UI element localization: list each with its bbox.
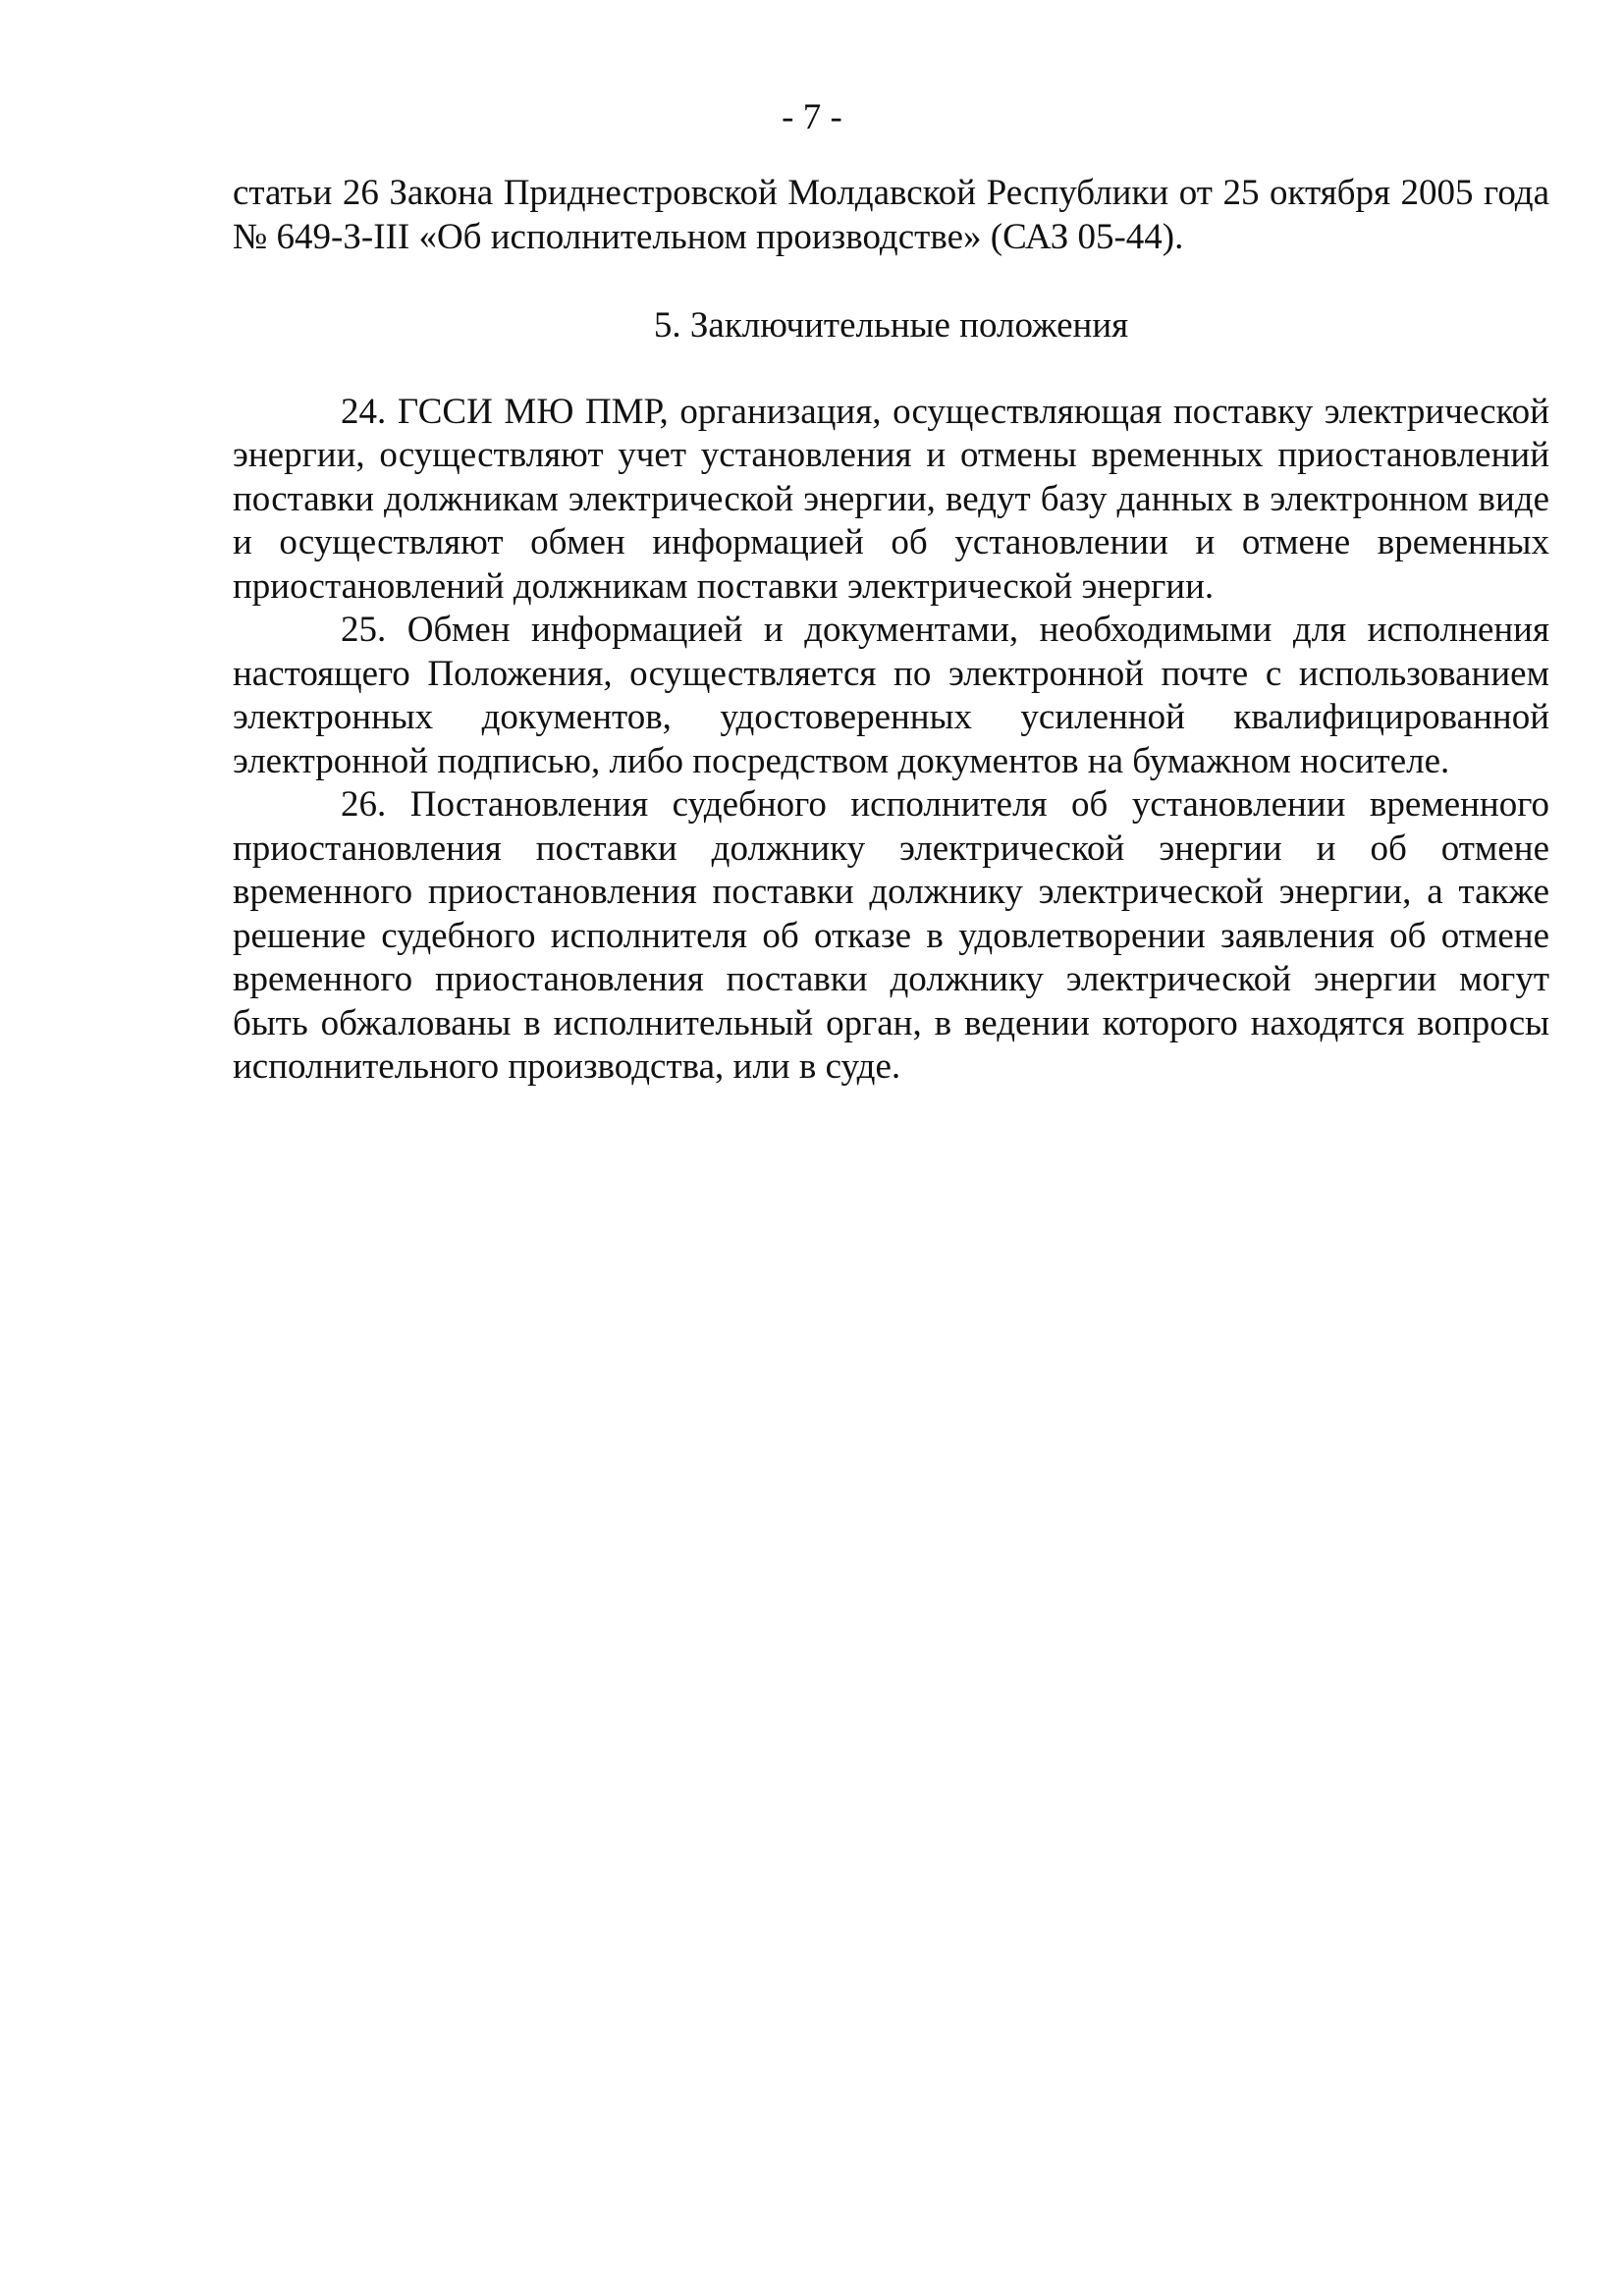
- document-body: [233, 172, 1549, 1090]
- continuation-paragraph: статьи 26 Закона Приднестровской Молдавской Республики от 25 октября 2005 года № 649-З-III «Об исполнительном производстве» (САЗ 05-44).: [233, 173, 1549, 257]
- clause-24: 24. ГССИ МЮ ПМР, организация, осуществляющая поставку электрической энергии, осуществляют учет установления и отмены временных приостановлений поставки должникам электрической энергии, ведут базу данных в электронном виде и осуществляют обмен информацией об установлении и отмене временных приостановлений должникам поставки электрической энергии.: [233, 391, 1549, 607]
- section-heading: 5. Заключительные положения: [653, 305, 1129, 346]
- clause-26: 26. Постановления судебного исполнителя об установлении временного приостановления поставки должнику электрической энергии и об отмене временного приостановления поставки должнику электрической энергии, а также решение судебного исполнителя об отказе в удовлетворении заявления об отмене временного приостановления поставки должнику электрической энергии могут быть обжалованы в исполнительный орган, в ведении которого находятся вопросы исполнительного производства, или в суде.: [233, 784, 1549, 1087]
- page-number: - 7 -: [782, 97, 842, 137]
- clause-25: 25. Обмен информацией и документами, необходимыми для исполнения настоящего Положения, осуществляется по электронной почте с использованием электронных документов, удостоверенных усиленной квалифицированной электронной подписью, либо посредством документов на бумажном носителе.: [233, 610, 1549, 781]
